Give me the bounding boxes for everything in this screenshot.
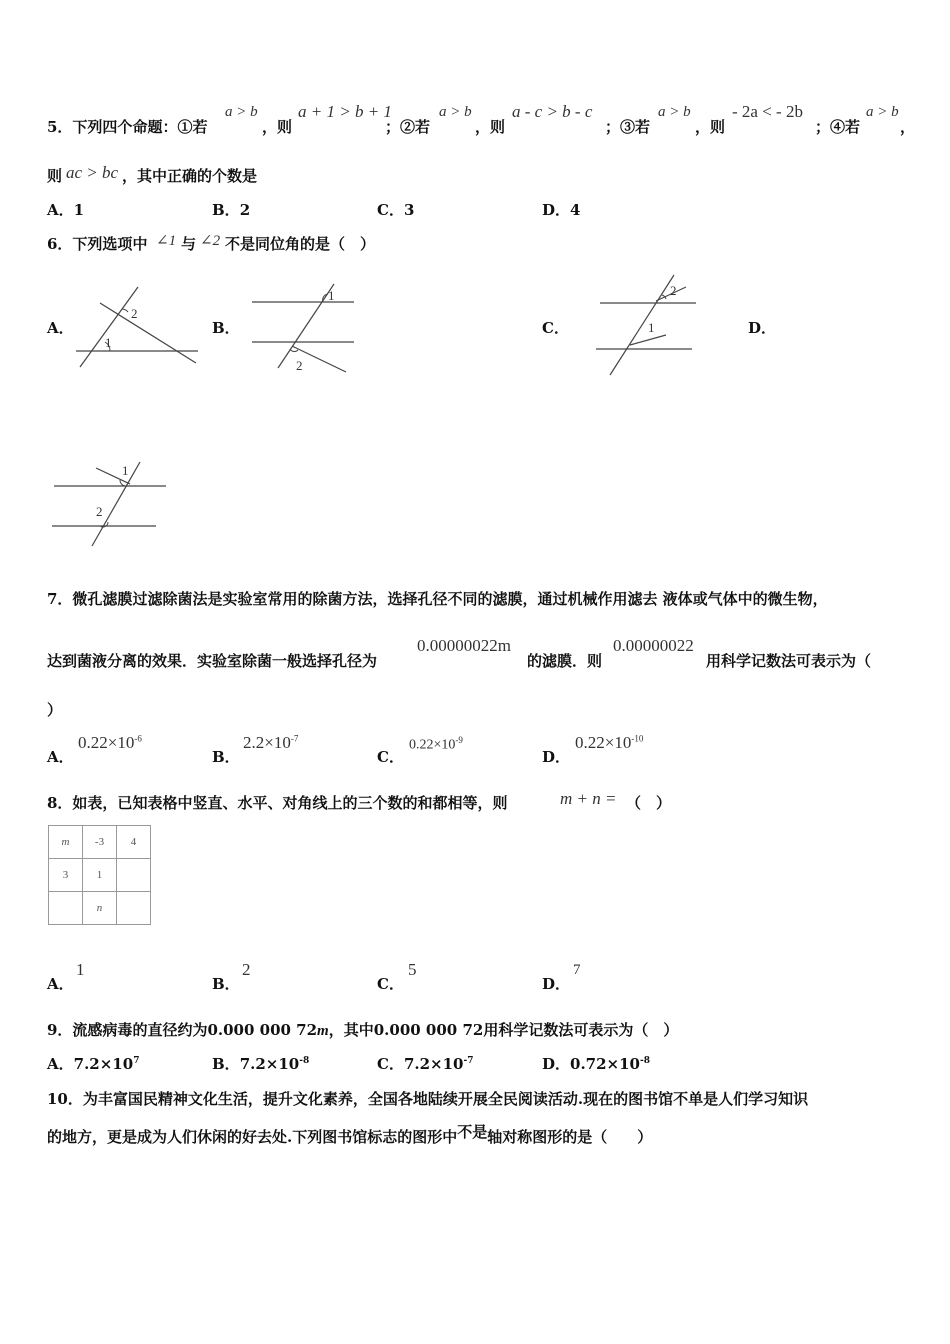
q7-text-2: 的滤膜．则 bbox=[527, 652, 603, 670]
q8-text-1: 8．如表，已知表格中竖直、水平、对角线上的三个数的和都相等，则 bbox=[47, 794, 508, 812]
q5-math-3: a > b bbox=[439, 104, 472, 120]
q5-math-2: a + 1 > b + 1 bbox=[298, 102, 392, 121]
q8-option-d-label: D． bbox=[542, 975, 571, 993]
q8-math-1: m + n = bbox=[560, 789, 617, 808]
q7-math-2: 0.00000022 bbox=[613, 636, 694, 655]
q5-option-b: B．2 bbox=[212, 201, 251, 219]
q8-option-c-value: 5 bbox=[408, 960, 417, 979]
q5-text-6: ，则 bbox=[695, 118, 726, 136]
q6-option-a-label: A． bbox=[47, 319, 74, 337]
q5-text-5: ；③若 bbox=[605, 118, 651, 136]
q6-text-3: 不是同位角的是（ ） bbox=[225, 235, 376, 253]
grid-cell: m bbox=[49, 826, 83, 859]
q7-option-d-label: D． bbox=[542, 748, 571, 766]
q7-line-3: ） bbox=[47, 701, 63, 719]
q5-text-9: 则 bbox=[47, 167, 63, 185]
q8-option-a-value: 1 bbox=[76, 960, 85, 979]
q5-text-8: ， bbox=[900, 118, 916, 136]
q8-option-d-value: 7 bbox=[573, 962, 581, 978]
grid-cell: 3 bbox=[49, 859, 83, 892]
q9-option-a: A．$7.2\times 10^7$ bbox=[47, 1055, 140, 1073]
q7-line-1: 7．微孔滤膜过滤除菌法是实验室常用的除菌方法，选择孔径不同的滤膜，通过机械作用滤去 液体或气体中的微生物， bbox=[47, 590, 828, 608]
q10-line-2: 的地方，更是成为人们休闲的好去处.下列图书馆标志的图形中不是轴对称图形的是（ ） bbox=[47, 1123, 653, 1146]
q6a-angle-1-label: 1 bbox=[105, 335, 112, 350]
grid-cell bbox=[117, 892, 151, 925]
q6-angle-1: ∠1 bbox=[156, 233, 177, 249]
q7-option-b-value: $2.2\times 10^{-7}$ bbox=[243, 733, 299, 752]
q5-text-2: ，则 bbox=[262, 118, 293, 136]
q6c-angle-2-label: 2 bbox=[670, 283, 677, 298]
q8-option-b-value: 2 bbox=[242, 960, 251, 979]
grid-cell bbox=[117, 859, 151, 892]
q6-figure-a bbox=[70, 285, 205, 370]
q6-text-1: 6．下列选项中 bbox=[47, 235, 148, 253]
q6b-angle-2-label: 2 bbox=[296, 358, 303, 373]
q5-math-6: - 2a < - 2b bbox=[732, 102, 803, 121]
q8-option-b-label: B． bbox=[212, 975, 240, 993]
grid-cell bbox=[49, 892, 83, 925]
q7-option-c-label: C． bbox=[377, 748, 404, 766]
q9-option-c: C．$7.2\times 10^{-7}$ bbox=[377, 1055, 474, 1073]
q5-math-5: a > b bbox=[658, 104, 691, 120]
grid-cell: 4 bbox=[117, 826, 151, 859]
q5-option-d: D．4 bbox=[542, 201, 581, 219]
q6-figure-d bbox=[50, 458, 170, 550]
q6-option-c-label: C． bbox=[542, 319, 569, 337]
q5-math-1: a > b bbox=[225, 104, 258, 120]
q10-line-1: 10．为丰富国民精神文化生活，提升文化素养，全国各地陆续开展全民阅读活动.现在的图书馆不单是人们学习知识 bbox=[47, 1090, 809, 1108]
q8-option-a-label: A． bbox=[47, 975, 74, 993]
q9-option-b: B．$7.2\times 10^{-8}$ bbox=[212, 1055, 310, 1073]
q9-option-d: D．$0.72\times 10^{-8}$ bbox=[542, 1055, 650, 1073]
q5-math-4: a - c > b - c bbox=[512, 102, 593, 121]
q7-option-c-value: $0.22\times 10^{-9}$ bbox=[409, 735, 463, 753]
q6-figure-c bbox=[592, 273, 702, 378]
q7-text-3: 用科学记数法可表示为（ bbox=[706, 652, 872, 670]
q7-text-1: 达到菌液分离的效果．实验室除菌一般选择孔径为 bbox=[47, 652, 378, 670]
q8-option-c-label: C． bbox=[377, 975, 404, 993]
q5-text-4: ，则 bbox=[475, 118, 506, 136]
q8-number-grid bbox=[48, 825, 151, 925]
grid-cell: -3 bbox=[83, 826, 117, 859]
q7-option-b-label: B． bbox=[212, 748, 240, 766]
q6-text-2: 与 bbox=[181, 235, 197, 253]
q5-text-3: ；②若 bbox=[385, 118, 431, 136]
q6a-angle-2-label: 2 bbox=[131, 306, 138, 321]
q6b-angle-1-label: 1 bbox=[328, 288, 335, 303]
q5-text-7: ；④若 bbox=[815, 118, 861, 136]
q5-text-10: ，其中正确的个数是 bbox=[122, 167, 258, 185]
q7-option-d-value: $0.22\times 10^{-10}$ bbox=[575, 733, 644, 752]
q5-option-a: A．1 bbox=[47, 201, 85, 219]
q6d-angle-2-label: 2 bbox=[96, 504, 103, 519]
q5-math-8: ac > bc bbox=[66, 163, 119, 182]
q5-math-7: a > b bbox=[866, 104, 899, 120]
q6d-angle-1-label: 1 bbox=[122, 463, 129, 478]
q7-option-a-label: A． bbox=[47, 748, 74, 766]
q6-figure-b bbox=[250, 282, 360, 377]
q7-option-a-value: $0.22\times 10^{-6}$ bbox=[78, 733, 142, 752]
grid-cell: 1 bbox=[83, 859, 117, 892]
q6c-angle-1-label: 1 bbox=[648, 320, 655, 335]
q7-math-1: 0.00000022m bbox=[417, 636, 511, 655]
q6-option-d-label: D． bbox=[748, 319, 777, 337]
q6-option-b-label: B． bbox=[212, 319, 240, 337]
q5-option-c: C．3 bbox=[377, 201, 415, 219]
q9-stem: 9．流感病毒的直径约为0.000 000 72m，其中0.000 000 72用科学记数法可表示为（ ） bbox=[47, 1021, 679, 1039]
q6-angle-2: ∠2 bbox=[200, 233, 221, 249]
grid-cell: n bbox=[83, 892, 117, 925]
q5-text-1: 5．下列四个命题：①若 bbox=[47, 118, 208, 136]
q8-text-2: （ ） bbox=[626, 794, 672, 812]
